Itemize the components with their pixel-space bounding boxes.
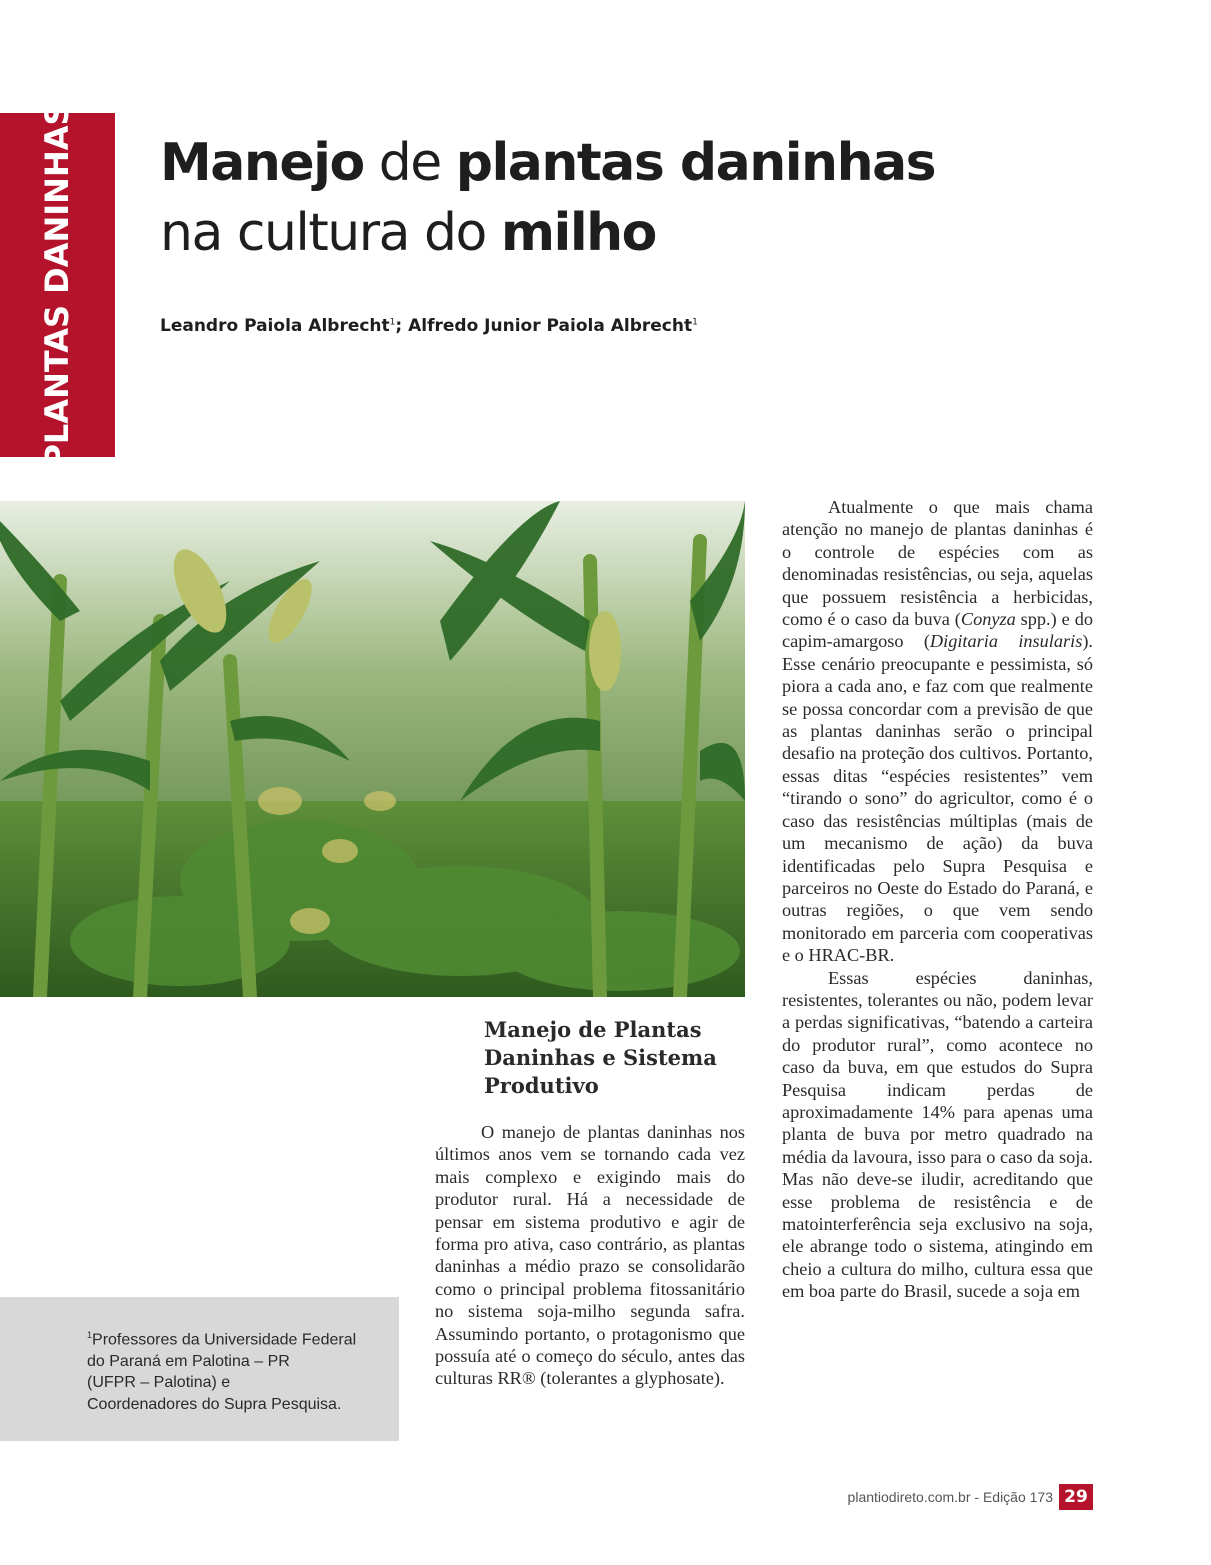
article-title	[160, 128, 935, 268]
subhead-line-1: Manejo de Plantas	[484, 1017, 702, 1042]
footnote-line-4: Coordenadores do Supra Pesquisa.	[87, 1395, 342, 1413]
site-name: plantiodireto.com.br	[847, 1489, 971, 1505]
paragraph: O manejo de plantas daninhas nos últimos anos vem se tornando cada vez mais complexo e exigindo mais do produtor rural. Há a necessidade de pensar em sistema produtivo e agir de forma pro ativa, caso contrário, as plantas daninhas a médio prazo se consolidarão como o principal problema fitossanitário no sistema soja-milho segunda safra. Assumindo portanto, o protagonismo que possuía até o começo do século, antes das culturas RR® (tolerantes a glyphosate).	[435, 1122, 745, 1389]
footnote-line-3: (UFPR – Palotina) e	[87, 1374, 231, 1392]
species-name: Conyza	[960, 609, 1016, 630]
section-tab	[0, 102, 115, 468]
affiliation-footnote	[0, 1297, 399, 1441]
page-footer	[848, 1484, 1093, 1510]
title-line2: na cultura do	[160, 203, 501, 263]
footnote-marker: 1	[87, 1330, 93, 1340]
author-line	[160, 316, 698, 336]
paragraph: Essas espécies daninhas, resistentes, tolerantes ou não, podem levar a perdas significativas, “batendo a carteira do produtor rural”, como acontece no caso da buva, em que estudos do Supra Pesquisa indicam perdas de aproximadamente 14% para apenas uma planta de buva por metro quadrado na média da lavoura, isso para o caso da soja. Mas não deve-se iludir, acreditando que esse problema de resistência e de matointerferência seja exclusivo na soja, ele abrange todo o sistema, atingindo em cheio a cultura do milho, cultura essa que em boa parte do Brasil, sucede a soja em	[782, 967, 1093, 1302]
page-number: 29	[1059, 1484, 1093, 1510]
text-run: spp.) e do capim-amargoso (	[782, 609, 1093, 652]
title-word-plantas-daninhas: plantas daninhas	[455, 133, 936, 193]
paragraph	[782, 496, 1093, 967]
subhead-line-2: Daninhas e Sistema	[484, 1045, 717, 1070]
author-separator: ;	[395, 316, 409, 336]
footnote-line-1: Professores da Universidade Federal	[92, 1331, 357, 1349]
author-1: Leandro Paiola Albrecht	[160, 316, 390, 336]
title-word-de: de	[363, 133, 456, 193]
footer-site	[848, 1489, 1053, 1505]
title-word-milho: milho	[500, 203, 656, 263]
section-subheading	[484, 1016, 717, 1100]
author-2: Alfredo Junior Paiola Albrecht	[408, 316, 693, 336]
text-run: Atualmente o que mais chama atenção no manejo de plantas daninhas é o controle de espécies com as denominadas resistências, ou seja, aquelas que possuem resistência a herbicidas, como é o caso da buva (	[782, 497, 1093, 630]
subhead-line-3: Produtivo	[484, 1073, 599, 1098]
author-1-affiliation: 1	[389, 317, 396, 328]
text-run: ). Esse cenário preocupante e pessimista, só piora a cada ano, e faz com que realmente se possa concordar com a previsão de que as plantas daninhas serão o principal desafio na proteção dos cultivos. Portanto, essas ditas “espécies resistentes” vem “tirando o sono” do agricultor, como é o caso das resistências múltiplas (mais de um mecanismo de ação) da buva identificadas pelo Supra Pesquisa e parceiros no Oeste do Estado do Paraná, e outras regiões, o que vem sendo monitorado em parceria com cooperativas e o HRAC-BR.	[782, 631, 1093, 966]
body-column-right	[782, 496, 1093, 1303]
species-name: Digitaria insularis	[929, 631, 1083, 652]
footnote-text	[87, 1325, 356, 1415]
author-2-affiliation: 1	[692, 317, 698, 328]
title-word-manejo: Manejo	[160, 133, 364, 193]
corn-field-photo	[0, 501, 745, 997]
body-column-middle	[435, 1121, 745, 1390]
footnote-line-2: do Paraná em Palotina – PR	[87, 1352, 290, 1370]
edition-label: - Edição 173	[970, 1489, 1053, 1505]
section-label: PLANTAS DANINHAS	[38, 102, 76, 468]
